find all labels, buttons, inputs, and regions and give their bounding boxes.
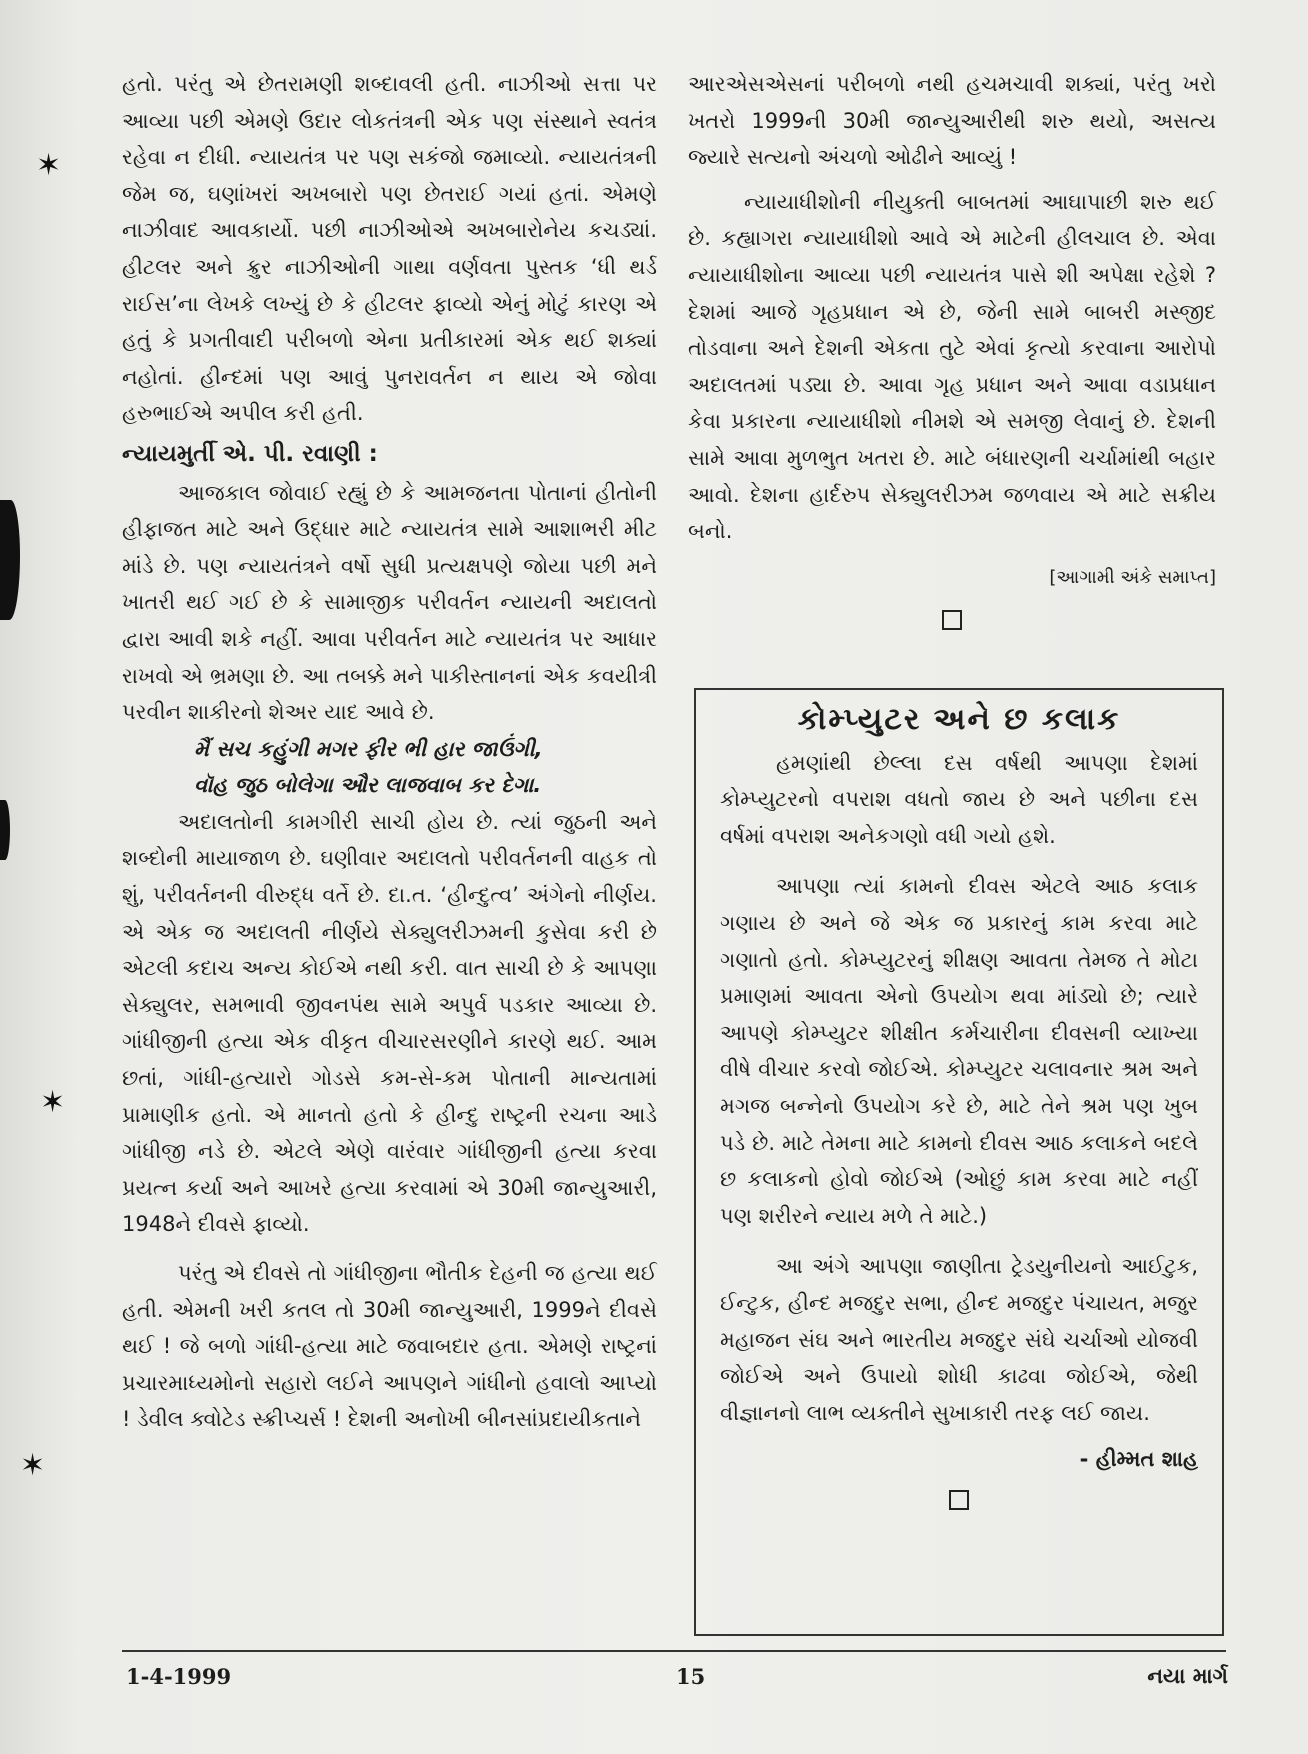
box-paragraph-3: આ અંગે આપણા જાણીતા ટ્રેડયુનીયનો આઈટુક, ઈન્ટુક, હીન્દ મજદુર સભા, હીન્દ મજદુર પંચાયત, મજુર મહાજન સંઘ અને ભારતીય મજદુર સંઘે ચર્ચાઓ યોજવી જોઈએ અને ઉપાયો શોધી કાઢવા જોઈએ, જેથી વીજ્ઞાનનો લાભ વ્યક્તીને સુખાકારી તરફ લઈ જાય.: [720, 1254, 1198, 1425]
continued-note: [આગામી અંકે સમાપ્ત]: [1049, 566, 1216, 588]
right-column: [688, 66, 1216, 630]
author-signature: - હીમ્મત શાહ: [1079, 1447, 1198, 1472]
poem-line-1: મૈં સચ કહુંગી મગર ફીર ભી હાર જાઉંગી,: [194, 736, 543, 761]
left-paragraph-4: પરંતુ એ દીવસે તો ગાંધીજીના ભૌતીક દેહની જ હત્યા થઈ હતી. એમની ખરી કતલ તો 30મી જાન્યુઆરી, 1999ને દીવસે થઈ ! જે બળો ગાંધી-હત્યા માટે જવાબદાર હતા. એમણે રાષ્ટ્રનાં પ્રચારમાધ્યમોનો સહારો લઈને આપણને ગાંધીનો હવાલો આપ્યો ! ડેવીલ ક્વોટેડ સ્ક્રીપ્ચર્સ ! દેશની અનોખી બીનસાંપ્રદાયીકતાને: [122, 1261, 657, 1432]
paper-tear-mark: [0, 800, 10, 860]
left-paragraph-2: આજકાલ જોવાઈ રહ્યું છે કે આમજનતા પોતાનાં હીતોની હીફાજત માટે અને ઉદ્ધાર માટે ન્યાયતંત્ર સામે આશાભરી મીટ માંડે છે. પણ ન્યાયતંત્રને વર્ષો સુધી પ્રત્યક્ષપણે જોયા પછી મને ખાતરી થઈ ગઈ છે કે સામાજીક પરીવર્તન ન્યાયની અદાલતો દ્વારા આવી શકે નહીં. આવા પરીવર્તન માટે ન્યાયતંત્ર પર આધાર રાખવો એ ભ્રમણા છે. આ તબક્કે મને પાકીસ્તાનનાં એક કવયીત્રી પરવીન શાકીરનો શેઅર યાદ આવે છે.: [122, 480, 657, 725]
publication-name: નયા માર્ગ: [1147, 1664, 1228, 1688]
right-paragraph-2: ન્યાયાધીશોની નીયુક્તી બાબતમાં આઘાપાછી શરુ થઈ છે. કહ્યાગરા ન્યાયાધીશો આવે એ માટેની હીલચાલ છે. એવા ન્યાયાધીશોના આવ્યા પછી ન્યાયતંત્ર પાસે શી અપેક્ષા રહેશે ? દેશમાં આજે ગૃહપ્રધાન એ છે, જેની સામે બાબરી મસ્જીદ તોડવાના અને દેશની એકતા તુટે એવાં કૃત્યો કરવાના આરોપો અદાલતમાં પડ્યા છે. આવા ગૃહ પ્રધાન અને આવા વડાપ્રધાન કેવા પ્રકારના ન્યાયાધીશો નીમશે એ સમજી લેવાનું છે. દેશની સામે આવા મુળભુત ખતરા છે. માટે બંધારણની ચર્ચામાંથી બહાર આવો. દેશના હાર્દરુપ સેક્યુલરીઝમ જળવાય એ માટે સક્રીય બનો.: [688, 189, 1216, 544]
hole-punch-mark-icon: ✶: [36, 148, 62, 183]
footer-date: 1-4-1999: [126, 1664, 232, 1689]
hole-punch-mark-icon: ✶: [40, 1085, 66, 1120]
section-heading: ન્યાયમુર્તી એ. પી. રવાણી :: [122, 440, 378, 467]
paragraph-gap: [720, 1234, 1198, 1248]
left-column: [122, 66, 657, 1438]
box-paragraph-2: આપણા ત્યાં કામનો દીવસ એટલે આઠ કલાક ગણાય છે અને જે એક જ પ્રકારનું કામ કરવા માટે ગણાતો હતો. કોમ્પ્યુટરનું શીક્ષણ આવતા તેમજ તે મોટા પ્રમાણમાં આવતા એનો ઉપયોગ થવા માંડ્યો છે; ત્યારે આપણે કોમ્પ્યુટર શીક્ષીત કર્મચારીના દીવસની વ્યાખ્યા વીષે વીચાર કરવો જોઈએ. કોમ્પ્યુટર ચલાવનાર શ્રમ અને મગજ બન્નેનો ઉપયોગ કરે છે, માટે તેને શ્રમ પણ ખુબ પડે છે. માટે તેમના માટે કામનો દીવસ આઠ કલાકને બદલે છ કલાકનો હોવો જોઈએ (ઓછું કામ કરવા માટે નહીં પણ શરીરને ન્યાય મળે તે માટે.): [720, 874, 1198, 1228]
poem-line-2: વૉહ જુઠ બોલેગા ઔર લાજવાબ કર દેગા.: [194, 773, 542, 798]
box-paragraph-1: હમણાંથી છેલ્લા દસ વર્ષથી આપણા દેશમાં કોમ્પ્યુટરનો વપરાશ વધતો જાય છે અને પછીના દસ વર્ષમાં વપરાશ અનેકગણો વધી ગયો હશે.: [720, 750, 1198, 848]
section-end-square-icon: [942, 610, 962, 630]
left-paragraph-1: હતો. પરંતુ એ છેતરામણી શબ્દાવલી હતી. નાઝીઓ સત્તા પર આવ્યા પછી એમણે ઉદાર લોકતંત્રની એક પણ સંસ્થાને સ્વતંત્ર રહેવા ન દીધી. ન્યાયતંત્ર પર પણ સકંજો જમાવ્યો. ન્યાયતંત્રની જેમ જ, ઘણાંખરાં અખબારો પણ છેતરાઈ ગયાં હતાં. એમણે નાઝીવાદ આવકાર્યો. પછી નાઝીઓએ અખબારોનેય કચડ્યાં. હીટલર અને ક્રુર નાઝીઓની ગાથા વર્ણવતા પુસ્તક ‘ધી થર્ડ રાઈસ’ના લેખકે લખ્યું છે કે હીટલર ફાવ્યો એનું મોટું કારણ એ હતું કે પ્રગતીવાદી પરીબળો એના પ્રતીકારમાં એક થઈ શક્યાં નહોતાં. હીન્દમાં પણ આવું પુનરાવર્તન ન થાય એ જોવા હરુભાઈએ અપીલ કરી હતી.: [122, 72, 657, 426]
box-end-square-icon: [949, 1490, 969, 1510]
paper-tear-mark: [0, 500, 20, 620]
footer-rule: [122, 1650, 1226, 1652]
hole-punch-mark-icon: ✶: [20, 1448, 46, 1483]
page-number: 15: [676, 1664, 706, 1689]
boxed-article: [694, 688, 1224, 1636]
left-paragraph-3: અદાલતોની કામગીરી સાચી હોય છે. ત્યાં જુઠની અને શબ્દોની માયાજાળ છે. ઘણીવાર અદાલતો પરીવર્તનની વાહક તો શું, પરીવર્તનની વીરુદ્ધ વર્તે છે. દા.ત. ‘હીન્દુત્વ’ અંગેનો નીર્ણય. એ એક જ અદાલતી નીર્ણયે સેક્યુલરીઝમની કુસેવા કરી છે એટલી કદાચ અન્ય કોઈએ નથી કરી. વાત સાચી છે કે આપણા સેક્યુલર, સમભાવી જીવનપંથ સામે અપુર્વ પડકાર આવ્યા છે. ગાંધીજીની હત્યા એક વીકૃત વીચારસરણીને કારણે થઈ. આમ છતાં, ગાંધી-હત્યારો ગોડસે કમ-સે-કમ પોતાની માન્યતામાં પ્રામાણીક હતો. એ માનતો હતો કે હીન્દુ રાષ્ટ્રની રચના આડે ગાંધીજી નડે છે. એટલે એણે વારંવાર ગાંધીજીની હત્યા કરવા પ્રયત્ન કર્યા અને આખરે હત્યા કરવામાં એ 30મી જાન્યુઆરી, 1948ને દીવસે ફાવ્યો.: [122, 809, 657, 1237]
box-title: કોમ્પ્યુટર અને છ કલાક: [797, 702, 1121, 737]
paragraph-gap: [720, 854, 1198, 868]
right-paragraph-1: આરએસએસનાં પરીબળો નથી હચમચાવી શક્યાં, પરંતુ ખરો ખતરો 1999ની 30મી જાન્યુઆરીથી શરુ થયો, અસત્ય જ્યારે સત્યનો અંચળો ઓઢીને આવ્યું !: [688, 72, 1216, 170]
